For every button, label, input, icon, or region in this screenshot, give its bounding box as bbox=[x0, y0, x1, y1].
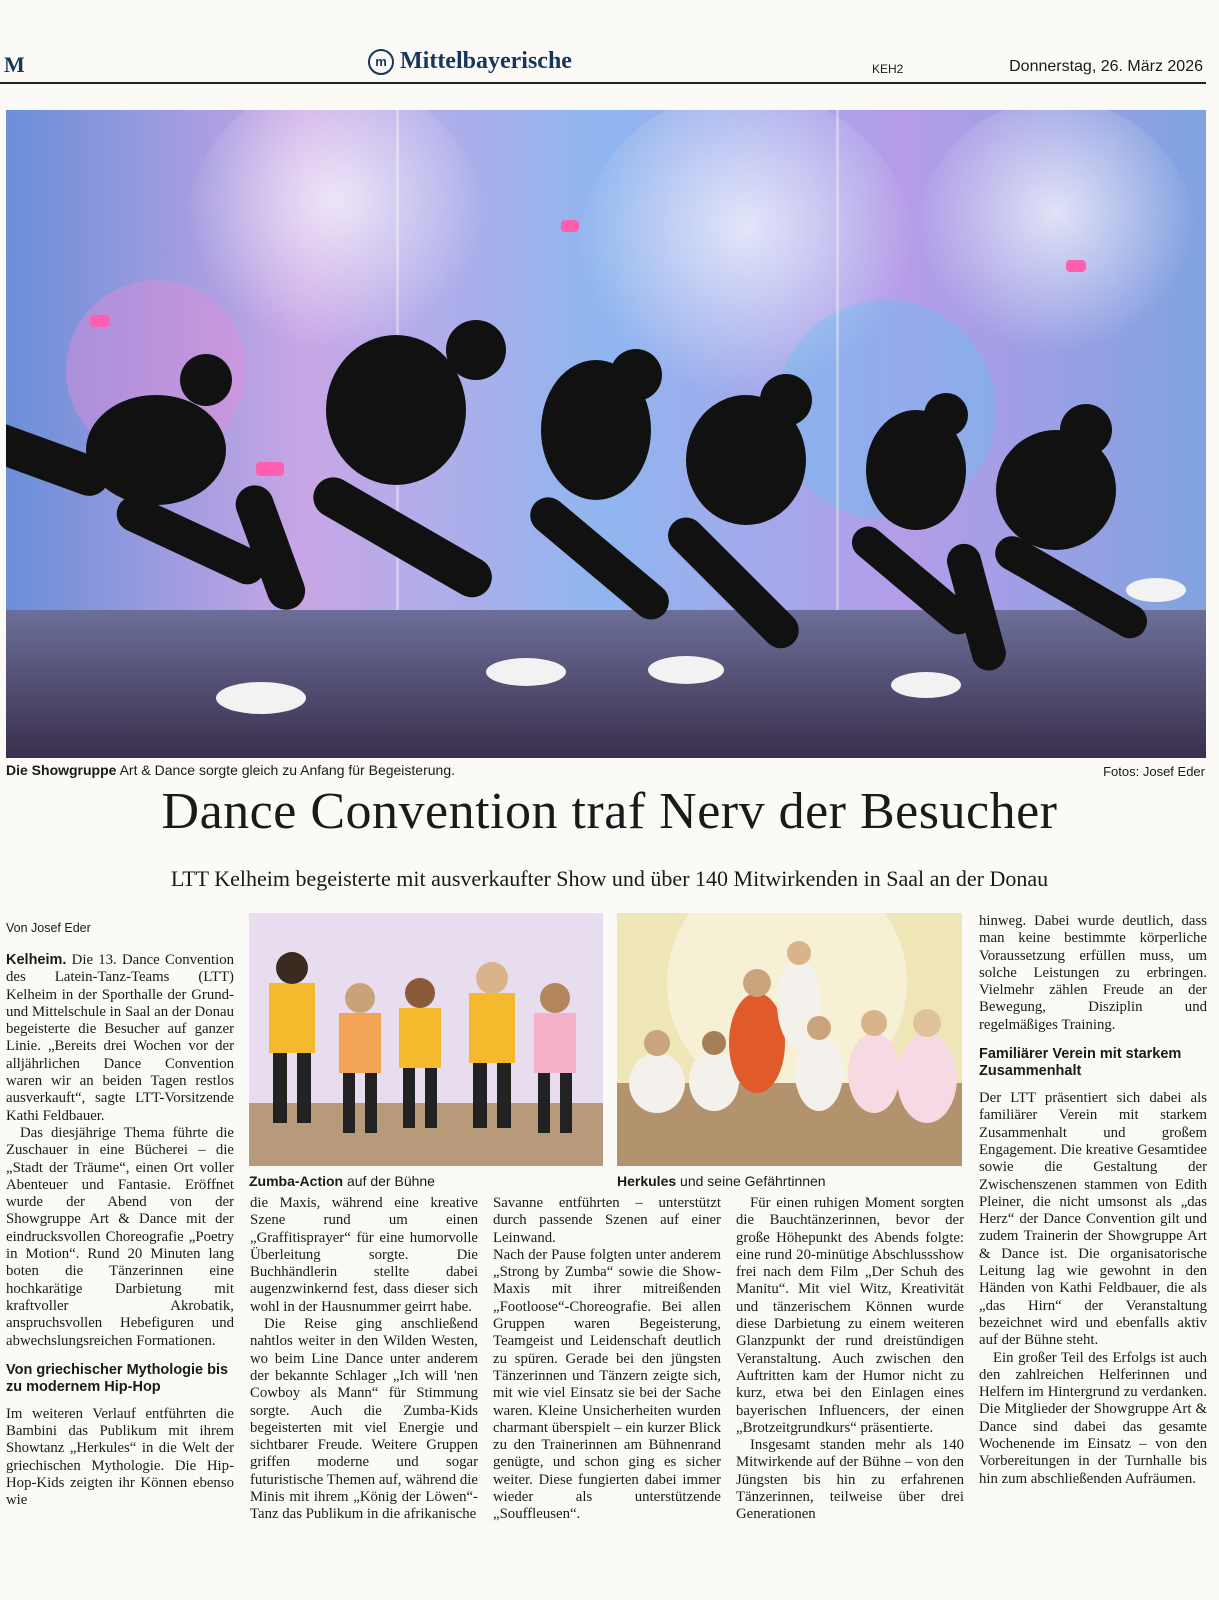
herkules-caption-text: und seine Gefährtinnen bbox=[680, 1173, 826, 1189]
dateline: Kelheim. bbox=[6, 952, 67, 968]
paragraph: die Maxis, während eine kreative Szene rund um einen „Graffitisprayer“ für eine humorvolle Überleitung sorgte. Die Buchhändlerin stellte dabei augenzwinkernd fest, dass dieser sich wohl in der Hausnummer geirrt habe. bbox=[250, 1195, 478, 1315]
newspaper-name: Mittelbayerische bbox=[400, 48, 572, 74]
paragraph bbox=[6, 952, 234, 1125]
subheading: Familiärer Verein mit starkem Zusammenhalt bbox=[979, 1046, 1182, 1080]
zumba-caption bbox=[249, 1173, 435, 1189]
photo-credit: Fotos: Josef Eder bbox=[1103, 764, 1205, 779]
article-subheadline: LTT Kelheim begeisterte mit ausverkaufter Show und über 140 Mitwirkenden in Saal an der Donau bbox=[170, 866, 1049, 891]
paragraph-text: Die 13. Dance Convention des Latein-Tanz-Teams (LTT) Kelheim in der Sporthalle der Grund- und Mittelschule in Saal an der Donau begeisterte die Besucher auf ganzer Linie. „Bereits drei Wochen vor der alljährlichen Dance Convention waren wir an beiden Tagen restlos ausverkauft“, sagte LTT-Vorsitzende Kathi Feldbauer. bbox=[6, 952, 234, 1124]
zumba-photo bbox=[249, 913, 603, 1166]
article-column-2 bbox=[250, 1195, 478, 1524]
newspaper-logo bbox=[368, 48, 572, 75]
paragraph: Nach der Pause folgten unter anderem „Strong by Zumba“ sowie die Show-Maxis mit ihrer mitreißenden „Footloose“-Choreografie. Bei allen Gruppen waren Begeisterung, Teamgeist und Leidenschaft deutlich zu spüren. Gerade bei den jüngsten Tänzerinnen und Tänzern zeigte sich, mit wie viel Einsatz sie bei der Sache waren. Kleine Unsicherheiten wurden charmant überspielt – ein kurzer Blick zu den Trainerinnen am Bühnenrand genügte, und schon ging es sicher weiter. Diese fungierten dabei immer wieder als unterstützende „Souffleusen“. bbox=[493, 1246, 721, 1523]
hero-caption bbox=[6, 762, 455, 778]
article-headline: Dance Convention traf Nerv der Besucher bbox=[161, 783, 1058, 840]
herkules-caption-bold: Herkules bbox=[617, 1173, 677, 1189]
article-column-5 bbox=[979, 913, 1207, 1488]
masthead-left-mark: M bbox=[4, 52, 25, 77]
paragraph: Insgesamt standen mehr als 140 Mitwirkende auf der Bühne – von den Jüngsten bis hin zu erfahrenen Tänzerinnen, teilweise über drei Generationen bbox=[736, 1437, 964, 1523]
hero-photo bbox=[6, 110, 1206, 758]
paragraph: Die Reise ging anschließend nahtlos weiter in den Wilden Westen, wo beim Line Dance unter anderem der bekannte Schlager „Ich will 'nen Cowboy als Mann“ für Stimmung sorgte. Auch die Zumba-Kids begeisterten mit viel Energie und sichtbarer Freude. Weitere Gruppen griffen moderne und sogar futuristische Themen auf, während die Minis mit ihrem „König der Löwen“-Tanz das Publikum in die afrikanische bbox=[250, 1316, 478, 1523]
issue-date: Donnerstag, 26. März 2026 bbox=[1009, 58, 1203, 75]
herkules-caption bbox=[617, 1173, 826, 1189]
paragraph: Im weiteren Verlauf entführten die Bambini das Publikum mit ihrem Showtanz „Herkules“ in die Welt der griechischen Mythologie. Die Hip-Hop-Kids zeigten ihr Können ebenso wie bbox=[6, 1405, 234, 1509]
herkules-photo bbox=[617, 913, 962, 1166]
hero-caption-text: Art & Dance sorgte gleich zu Anfang für Begeisterung. bbox=[119, 762, 455, 778]
masthead-rule bbox=[0, 82, 1206, 84]
article-column-4 bbox=[736, 1195, 964, 1524]
edition-code: KEH2 bbox=[872, 62, 904, 76]
paragraph: Savanne entführten – unterstützt durch passende Szenen auf einer Leinwand. bbox=[493, 1195, 721, 1246]
paragraph: Für einen ruhigen Moment sorgten die Bauchtänzerinnen, bevor der große Höhepunkt des Abends folgte: eine rund 20-minütige Abschlussshow frei nach dem Film „Der Schuh des Manitu“. Mit viel Witz, Kreativität und tänzerischem Können wurde diese Darbietung zu einem weiteren Glanzpunkt der rund dreistündigen Veranstaltung. Auch zwischen den Auftritten kam der Humor nicht zu kurz, etwa bei den Einlagen eines bayerischen Influencers, der einen „Brotzeitgrundkurs“ präsentierte. bbox=[736, 1195, 964, 1436]
zumba-caption-text: auf der Bühne bbox=[347, 1173, 435, 1189]
paragraph: Ein großer Teil des Erfolgs ist auch den zahlreichen Helferinnen und Helfern im Hintergrund zu verdanken. Die Mitglieder der Showgruppe Art & Dance sind dabei das gesamte Wochenende im Einsatz – von den Vorbereitungen in der Turnhalle bis hin zum abschließenden Aufräumen. bbox=[979, 1349, 1207, 1487]
subheading: Von griechischer Mythologie bis zu modernem Hip-Hop bbox=[6, 1361, 229, 1395]
paragraph: hinweg. Dabei wurde deutlich, dass man keine bestimmte körperliche Voraussetzung erfüllen muss, um solche Leistungen zu erbringen. Vielmehr zählen Freude an der Bewegung, Disziplin und regelmäßiges Training. bbox=[979, 913, 1207, 1033]
article-column-3 bbox=[493, 1195, 721, 1524]
paragraph: Der LTT präsentiert sich dabei als familiärer Verein mit starkem Zusammenhalt und großem Engagement. Die kreative Gesamtidee sowie die Gestaltung der Zwischenszenen stammen von Edith Pleiner, die nicht umsonst als „das Herz“ der Dance Convention gilt und zudem Trainerin der Showgruppe Art & Dance ist. Die organisatorische Leitung lag wie gewohnt in den Händen von Kathi Feldbauer, die als „das Hirn“ der Veranstaltung bezeichnet wird und ebenfalls aktiv auf der Bühne steht. bbox=[979, 1090, 1207, 1349]
masthead bbox=[0, 0, 1219, 84]
article-column-1 bbox=[6, 952, 234, 1510]
paragraph: Das diesjährige Thema führte die Zuschauer in eine Bücherei – die „Stadt der Träume“, einen Ort voller Abenteuer und Fantasie. Eröffnet wurde der Abend von der Showgruppe Art & Dance mit der eindrucksvollen Choreografie „Poetry in Motion“. Rund 20 Minuten lang boten die Tänzerinnen eine hochkarätige Darbietung mit kraftvoller Akrobatik, anspruchsvollen Hebefiguren und abwechslungsreichen Formationen. bbox=[6, 1124, 234, 1349]
byline: Von Josef Eder bbox=[6, 921, 91, 935]
zumba-caption-bold: Zumba-Action bbox=[249, 1173, 344, 1189]
hero-caption-bold: Die Showgruppe bbox=[6, 762, 117, 778]
logo-mark-icon: m bbox=[368, 49, 394, 75]
